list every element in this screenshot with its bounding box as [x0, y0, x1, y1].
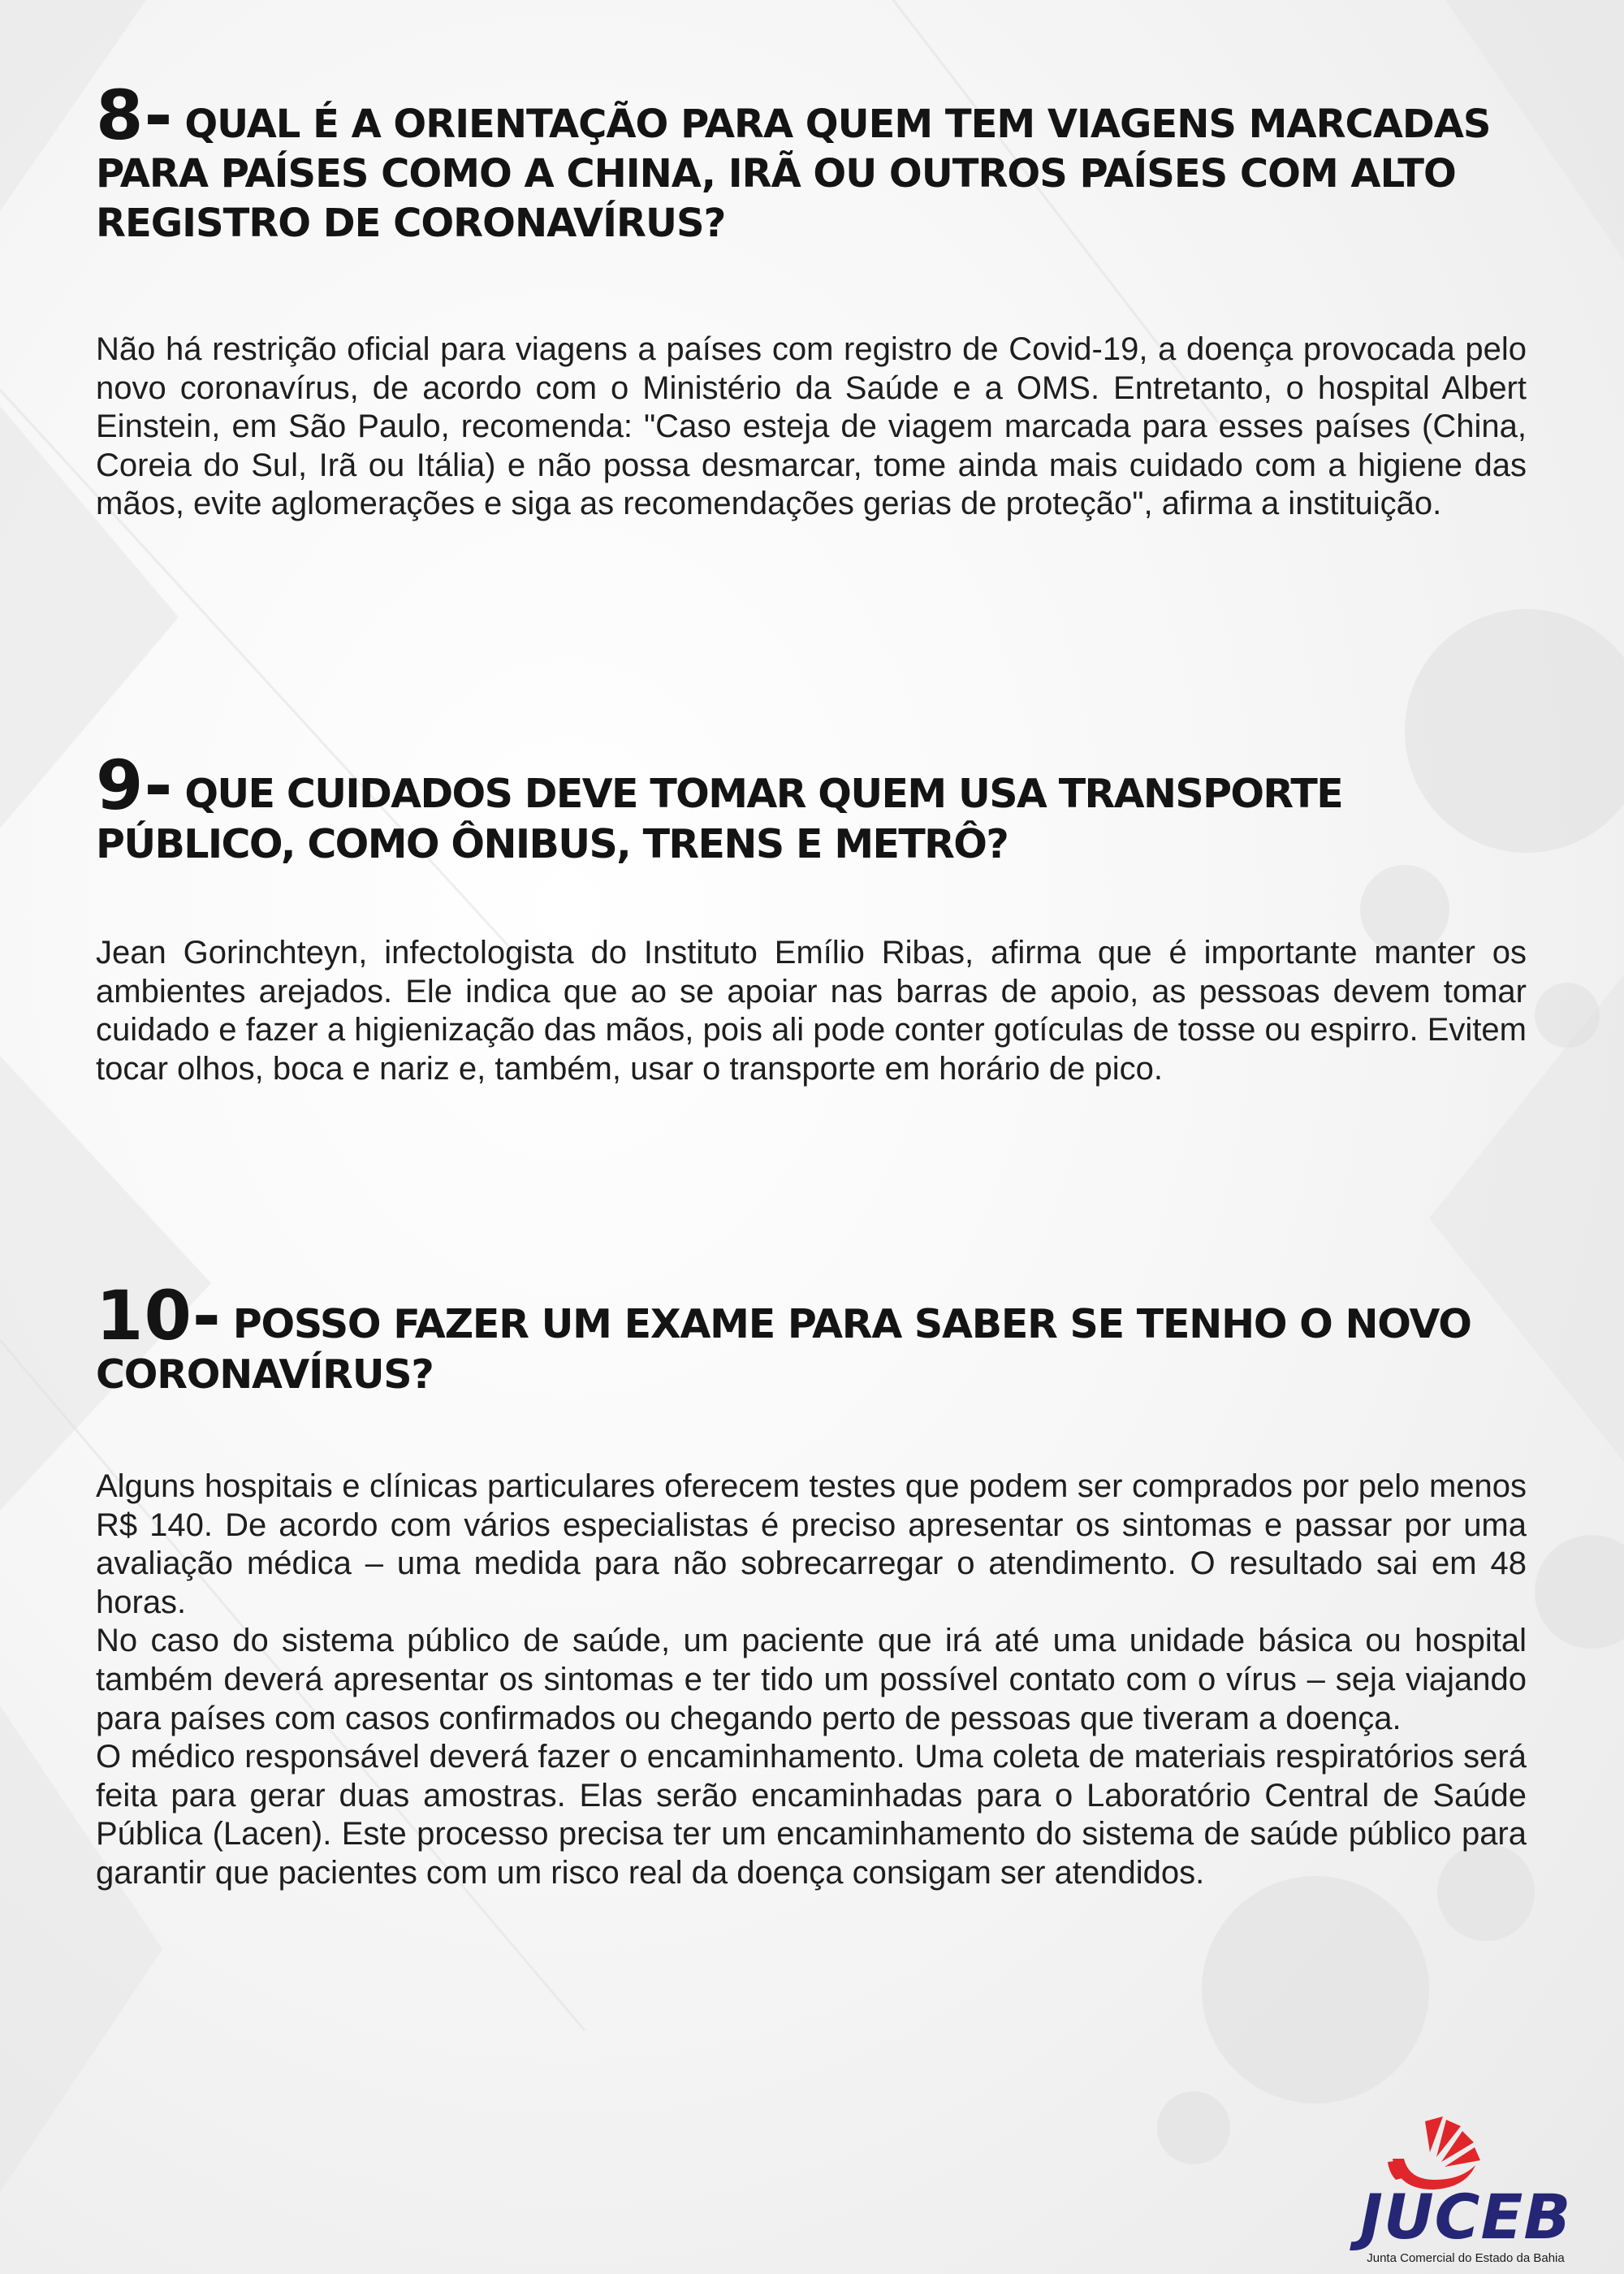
question-heading: [96, 1276, 1527, 1400]
answer-text: [96, 331, 1527, 524]
answer-text: [96, 1468, 1527, 1893]
question-number: 9-: [96, 746, 174, 825]
question-text: POSSO FAZER UM EXAME PARA SABER SE TENHO O NOVO CORONAVÍRUS?: [96, 1301, 1471, 1398]
question-heading: [96, 746, 1527, 870]
question-number: 8-: [96, 76, 174, 155]
faq-section-10: [96, 1276, 1527, 1893]
question-number: 10-: [96, 1276, 222, 1355]
question-heading: [96, 76, 1527, 249]
answer-text: [96, 934, 1527, 1088]
logo-wordmark: JUCEB: [1359, 2181, 1572, 2253]
question-text: QUE CUIDADOS DEVE TOMAR QUEM USA TRANSPORTE PÚBLICO, COMO ÔNIBUS, TRENS E METRÔ?: [96, 771, 1343, 867]
answer-paragraph: No caso do sistema público de saúde, um paciente que irá até uma unidade básica ou hospital também deverá apresentar os sintomas e ter tido um possível contato com o vírus – seja viajando para países com casos confirmados ou chegando perto de pessoas que tiveram a doença.: [96, 1623, 1527, 1736]
answer-paragraph: Não há restrição oficial para viagens a países com registro de Covid-19, a doença provocada pelo novo coronavírus, de acordo com o Ministério da Saúde e a OMS. Entretanto, o hospital Albert Einstein, em São Paulo, recomenda: "Caso esteja de viagem marcada para esses países (China, Coreia do Sul, Irã ou Itália) e não possa desmarcar, tome ainda mais cuidado com a higiene das mãos, evite aglomerações e siga as recomendações gerias de proteção", afirma a instituição.: [96, 331, 1527, 522]
question-text: QUAL É A ORIENTAÇÃO PARA QUEM TEM VIAGENS MARCADAS PARA PAÍSES COMO A CHINA, IRÃ OU OUTROS PAÍSES COM ALTO REGISTRO DE CORONAVÍRUS?: [96, 102, 1491, 246]
faq-section-8: [96, 76, 1527, 524]
answer-paragraph: Jean Gorinchteyn, infectologista do Instituto Emílio Ribas, afirma que é importante manter os ambientes arejados. Ele indica que ao se apoiar nas barras de apoio, as pessoas devem tomar cuidado e fazer a higienização das mãos, pois ali pode conter gotículas de tosse ou espirro. Evitem tocar olhos, boca e nariz e, também, usar o transporte em horário de pico.: [96, 935, 1527, 1087]
faq-section-9: [96, 746, 1527, 1088]
answer-paragraph: O médico responsável deverá fazer o encaminhamento. Uma coleta de materiais respiratórios será feita para gerar duas amostras. Elas serão encaminhadas para o Laboratório Central de Saúde Pública (Lacen). Este processo precisa ter um encaminhamento do sistema de saúde público para garantir que pacientes com um risco real da doença consigam ser atendidos.: [96, 1739, 1527, 1891]
logo-subtitle: Junta Comercial do Estado da Bahia: [1367, 2251, 1565, 2265]
juceb-logo: [1332, 2112, 1600, 2266]
answer-paragraph: Alguns hospitais e clínicas particulares oferecem testes que podem ser comprados por pelo menos R$ 140. De acordo com vários especialistas é preciso apresentar os sintomas e passar por uma avaliação médica – uma medida para não sobrecarregar o atendimento. O resultado sai em 48 horas.: [96, 1468, 1527, 1620]
